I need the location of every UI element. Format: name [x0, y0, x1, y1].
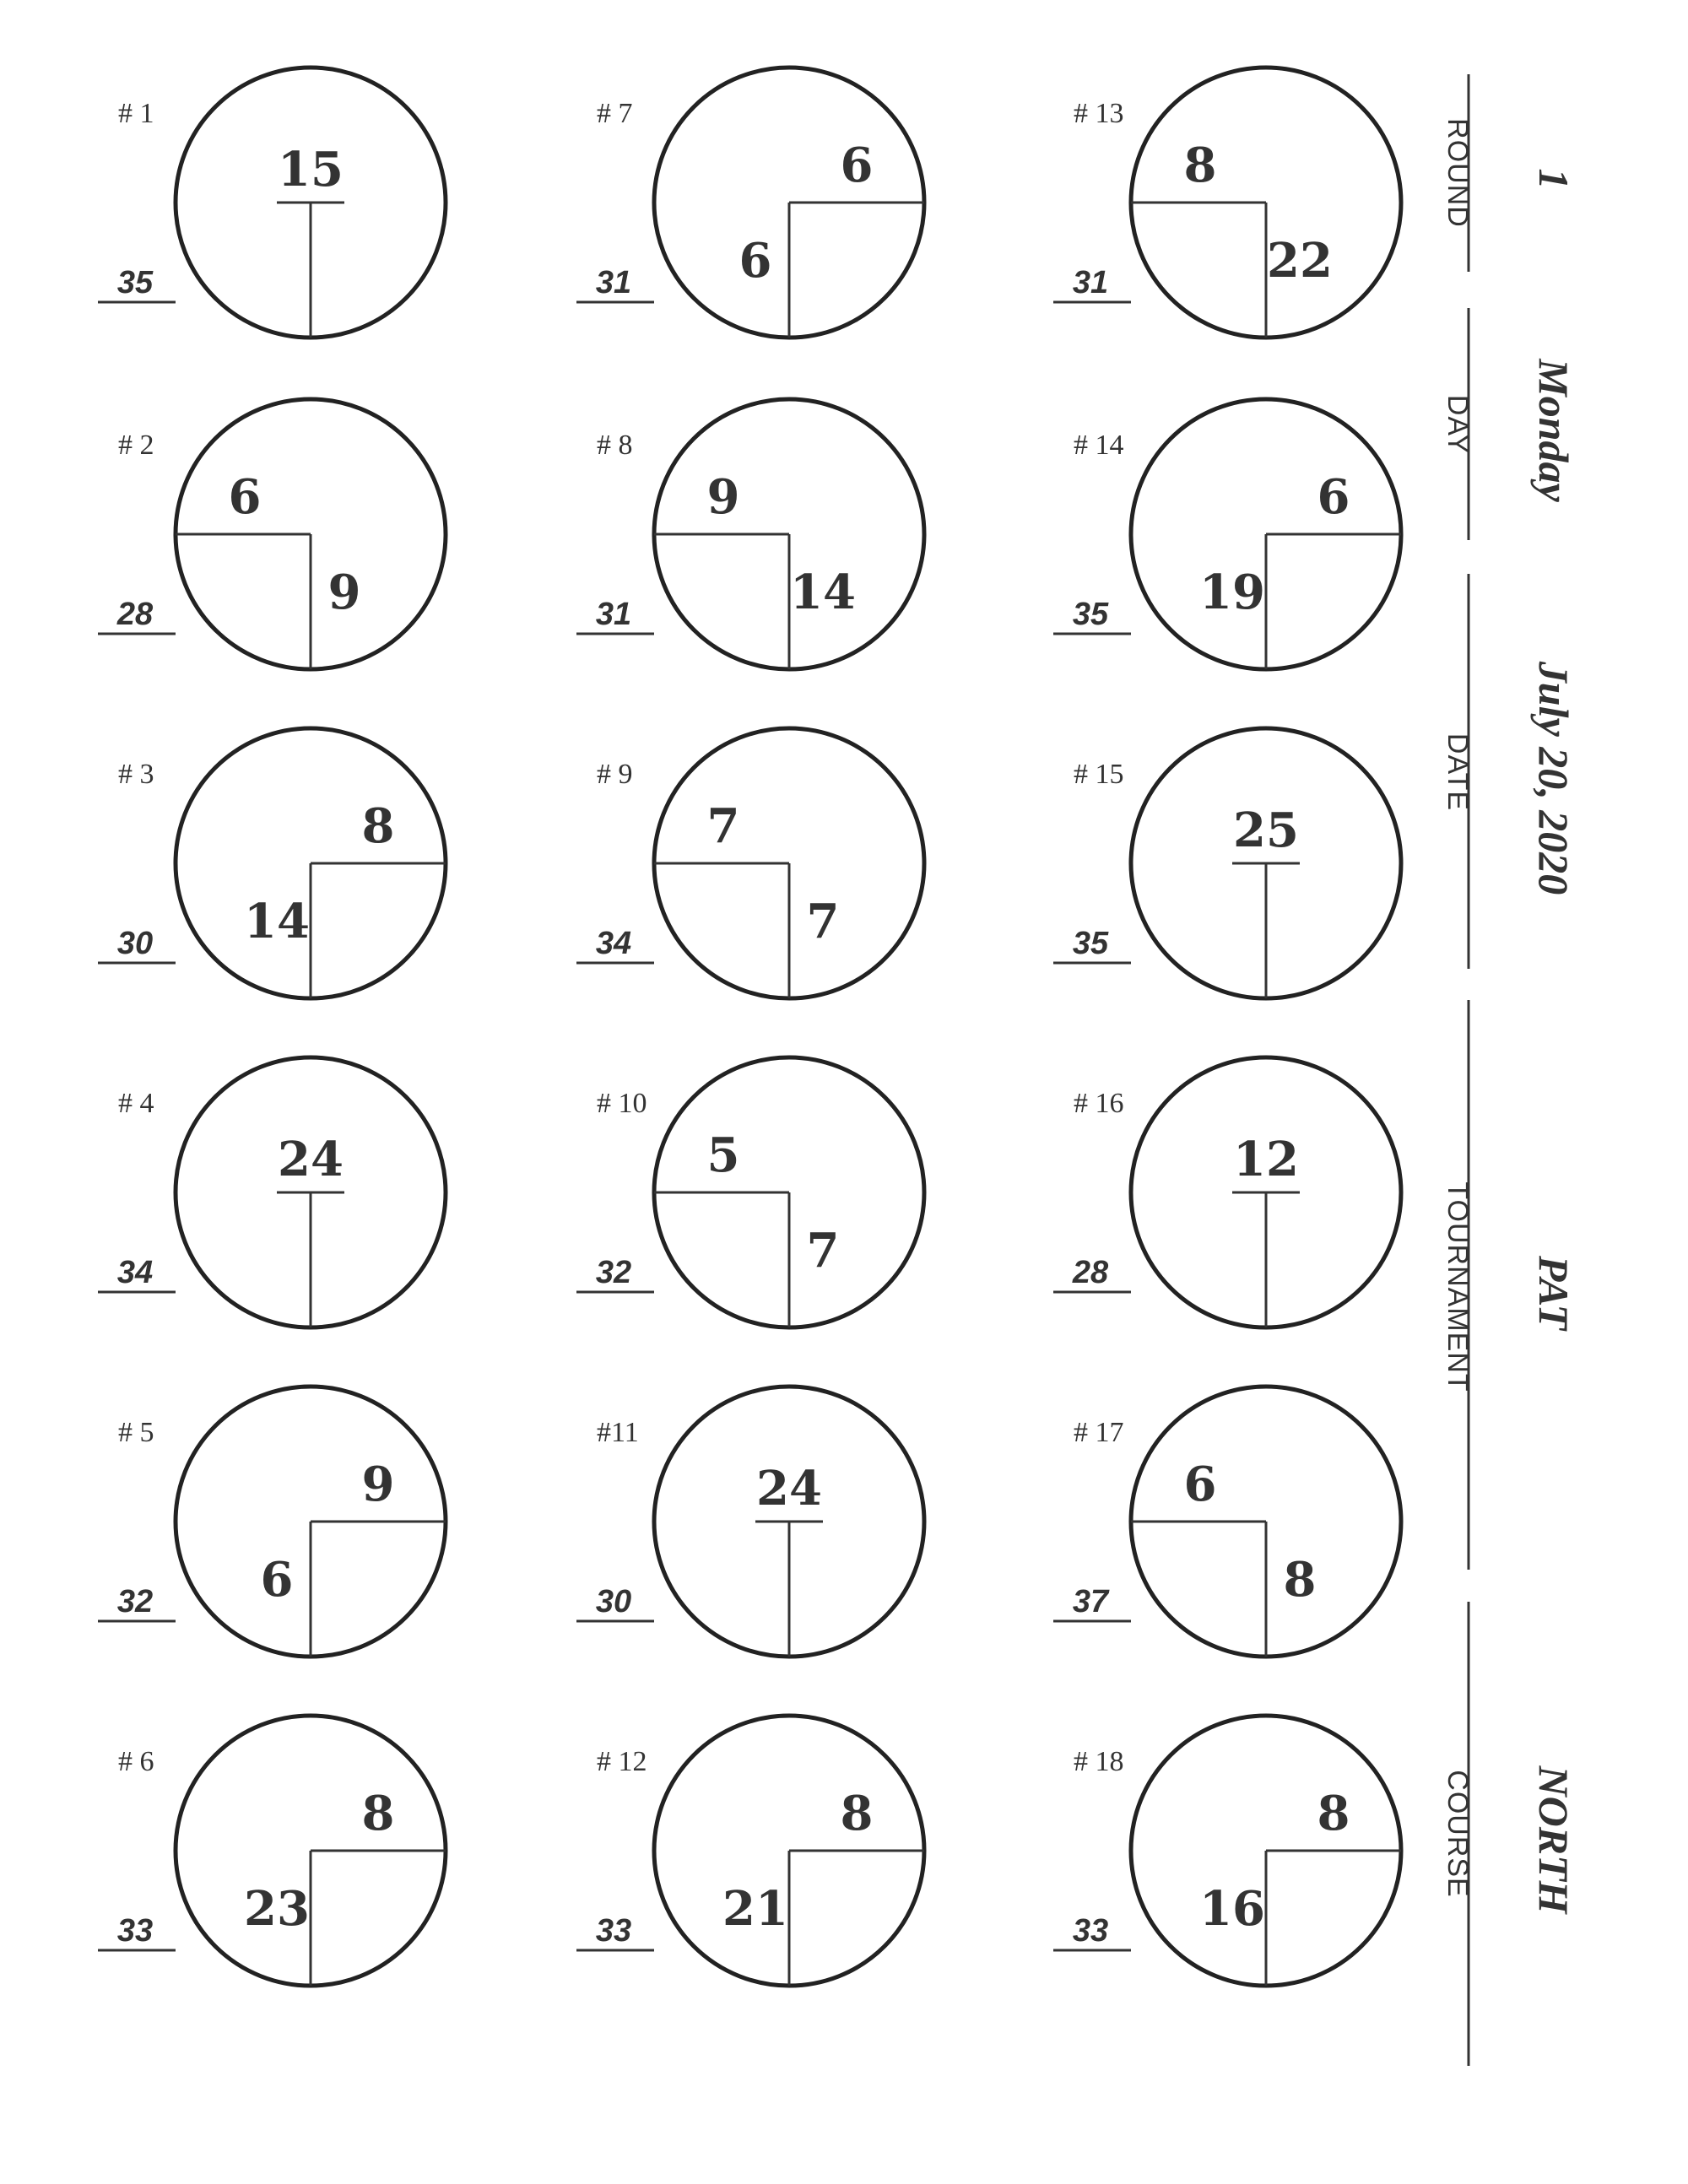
hole-14: [1053, 399, 1401, 669]
score-value: 25: [1233, 803, 1299, 858]
score-value: 8: [361, 1786, 395, 1841]
side-panel: [1442, 74, 1577, 2066]
hole-number: # 14: [1074, 430, 1124, 461]
score-value: 14: [244, 894, 310, 949]
score-value: 24: [756, 1461, 822, 1516]
hole-7: [576, 68, 924, 338]
hole-5: [98, 1387, 446, 1657]
hole-total: 33: [116, 1913, 154, 1949]
hole-total: 28: [1072, 1255, 1109, 1290]
hole-12: [576, 1716, 924, 1986]
hole-number: # 12: [597, 1746, 647, 1777]
hole-total: 35: [116, 265, 154, 300]
hole-total: 31: [1072, 265, 1109, 300]
score-value: 19: [1199, 565, 1265, 620]
score-value: 23: [244, 1881, 310, 1937]
course-value: NORTH: [1530, 1765, 1577, 1914]
hole-3: [98, 728, 446, 998]
day-value: Monday: [1530, 359, 1577, 502]
course-label: COURSE: [1442, 1770, 1474, 1898]
date-label: DATE: [1442, 733, 1474, 812]
hole-15: [1053, 728, 1401, 998]
hole-2: [98, 399, 446, 669]
round-label: ROUND: [1442, 118, 1474, 228]
score-value: 5: [706, 1127, 740, 1183]
score-value: 15: [278, 142, 344, 197]
hole-number: # 4: [118, 1088, 154, 1119]
score-value: 6: [738, 233, 772, 289]
day-label: DAY: [1442, 394, 1474, 455]
score-value: 24: [278, 1132, 344, 1187]
tournament-label: TOURNAMENT: [1442, 1181, 1474, 1392]
score-value: 14: [790, 565, 856, 620]
score-value: 9: [361, 1457, 395, 1512]
hole-6: [98, 1716, 446, 1986]
hole-number: # 3: [118, 759, 154, 790]
hole-total: 37: [1072, 1584, 1109, 1619]
score-value: 6: [840, 138, 874, 193]
score-value: 7: [706, 798, 740, 854]
score-value: 7: [806, 1223, 840, 1279]
score-value: 22: [1267, 233, 1333, 289]
hole-number: # 9: [597, 759, 633, 790]
hole-number: # 18: [1074, 1746, 1124, 1777]
score-value: 8: [1283, 1552, 1317, 1608]
score-value: 21: [722, 1881, 788, 1937]
hole-total: 33: [1072, 1913, 1109, 1949]
score-value: 6: [228, 469, 262, 525]
score-value: 8: [1183, 138, 1217, 193]
hole-total: 34: [116, 1255, 154, 1290]
hole-8: [576, 399, 924, 669]
hole-1: [98, 68, 446, 338]
score-value: 6: [1183, 1457, 1217, 1512]
hole-number: # 16: [1074, 1088, 1124, 1119]
date-value: July 20, 2020: [1530, 661, 1577, 895]
hole-16: [1053, 1057, 1401, 1327]
score-value: 8: [1317, 1786, 1350, 1841]
hole-total: 34: [595, 926, 632, 961]
score-value: 7: [806, 894, 840, 949]
hole-total: 33: [595, 1913, 632, 1949]
score-value: 6: [260, 1552, 294, 1608]
score-value: 9: [327, 565, 361, 620]
hole-total: 31: [595, 597, 632, 632]
hole-total: 32: [116, 1584, 154, 1619]
hole-total: 32: [595, 1255, 632, 1290]
hole-number: # 5: [118, 1417, 154, 1448]
hole-total: 30: [595, 1584, 632, 1619]
hole-number: # 10: [597, 1088, 647, 1119]
hole-number: # 7: [597, 98, 633, 129]
hole-number: # 6: [118, 1746, 154, 1777]
score-value: 12: [1233, 1132, 1299, 1187]
hole-total: 31: [595, 265, 632, 300]
hole-10: [576, 1057, 924, 1327]
hole-number: # 8: [597, 430, 633, 461]
score-value: 16: [1199, 1881, 1265, 1937]
hole-9: [576, 728, 924, 998]
hole-4: [98, 1057, 446, 1327]
hole-total: 35: [1072, 597, 1109, 632]
score-value: 8: [840, 1786, 874, 1841]
hole-18: [1053, 1716, 1401, 1986]
hole-total: 28: [116, 597, 154, 632]
hole-total: 30: [116, 926, 154, 961]
score-value: 6: [1317, 469, 1350, 525]
holes-grid: [98, 68, 1401, 1986]
hole-number: # 15: [1074, 759, 1124, 790]
score-value: 9: [706, 469, 740, 525]
tournament-value: PAT: [1530, 1256, 1577, 1330]
hole-13: [1053, 68, 1401, 338]
hole-number: #11: [597, 1417, 639, 1448]
hole-number: # 2: [118, 430, 154, 461]
hole-total: 35: [1072, 926, 1109, 961]
hole-17: [1053, 1387, 1401, 1657]
score-value: 8: [361, 798, 395, 854]
hole-number: # 1: [118, 98, 154, 129]
round-value: 1: [1530, 168, 1577, 190]
hole-11: [576, 1387, 924, 1657]
hole-number: # 13: [1074, 98, 1124, 129]
hole-number: # 17: [1074, 1417, 1124, 1448]
